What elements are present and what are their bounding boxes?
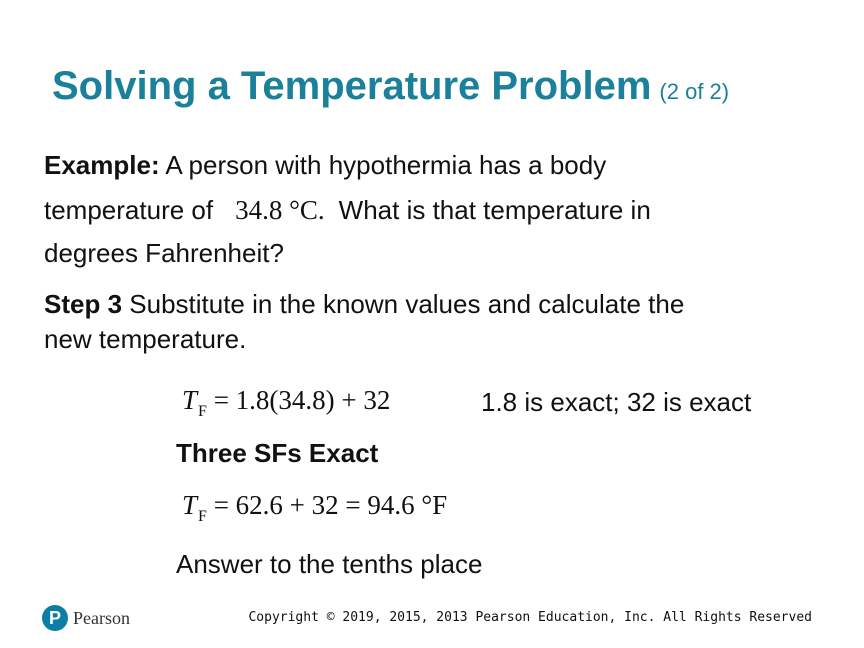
pearson-logo-icon: P	[42, 605, 68, 631]
equation-2	[182, 490, 447, 526]
sig-fig-note: Three SFs Exact	[176, 438, 379, 468]
equation-1-symbol: T	[182, 385, 198, 415]
copyright-notice: Copyright © 2019, 2015, 2013 Pearson Education, Inc. All Rights Reserved	[248, 610, 812, 625]
title-suffix: (2 of 2)	[659, 79, 730, 104]
step-line-1	[44, 289, 684, 320]
example-text-2-start: temperature of	[44, 195, 214, 225]
example-line-2	[44, 195, 651, 226]
step-label: Step 3	[44, 289, 123, 319]
example-text-2-end: What is that temperature in	[338, 195, 651, 225]
equation-2-symbol: T	[182, 490, 198, 520]
example-text-1: A person with hypothermia has a body	[165, 150, 607, 180]
pearson-logo	[42, 605, 130, 631]
equation-2-subscript: F	[198, 508, 207, 525]
equation-1	[182, 385, 390, 421]
step-line-2: new temperature.	[44, 324, 247, 354]
equation-1-subscript: F	[198, 403, 207, 420]
temperature-value: 34.8 °C.	[235, 195, 325, 225]
pearson-logo-text: Pearson	[73, 607, 130, 628]
answer-note: Answer to the tenths place	[176, 549, 483, 579]
example-line-3: degrees Fahrenheit?	[44, 238, 284, 268]
example-label: Example:	[44, 150, 160, 180]
slide-title	[52, 64, 729, 109]
example-line-1	[44, 150, 606, 181]
step-text-1: Substitute in the known values and calculate the	[129, 289, 685, 319]
exactness-note: 1.8 is exact; 32 is exact	[481, 387, 752, 417]
equation-2-rhs: = 62.6 + 32 = 94.6 °F	[213, 490, 448, 520]
equation-1-rhs: = 1.8(34.8) + 32	[213, 385, 391, 415]
title-text: Solving a Temperature Problem	[52, 64, 652, 108]
